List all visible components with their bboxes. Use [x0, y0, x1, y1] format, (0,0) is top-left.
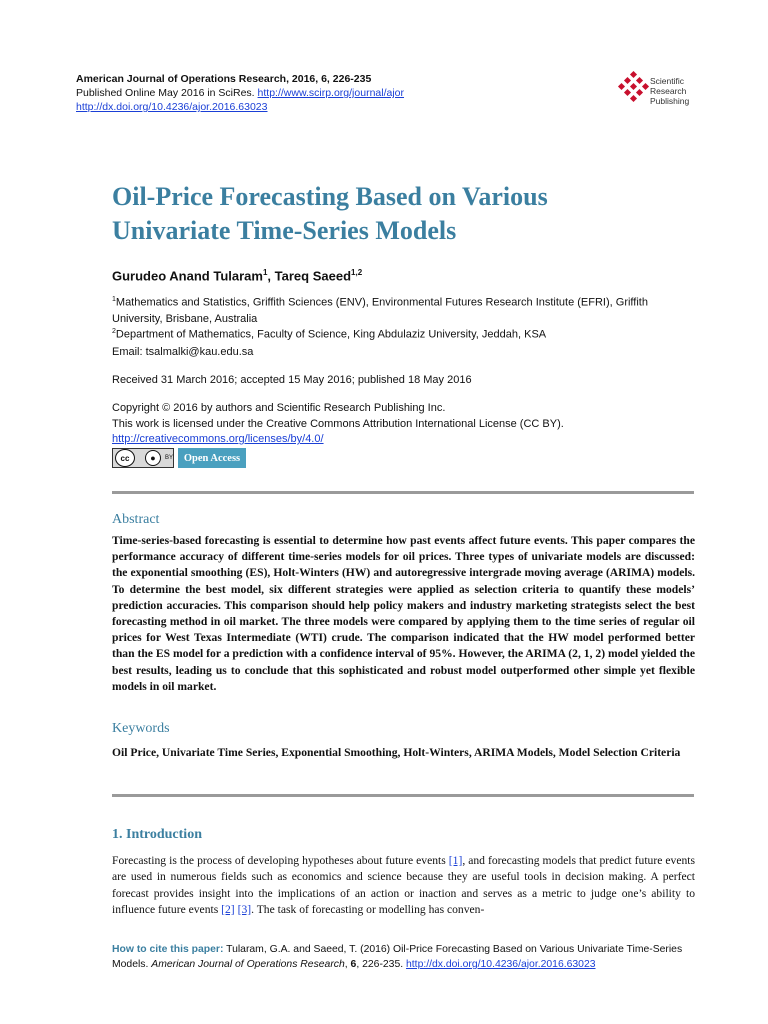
affiliation-1: $^1$Mathematics and Statistics, Griffith Sciences (ENV), Environmental Futures Research Institute (EFRI), Griffith University, Brisbane, Australia: [112, 296, 648, 325]
license-line: This work is licensed under the Creative Commons Attribution International License (CC BY).: [112, 418, 564, 430]
doi-link[interactable]: http://dx.doi.org/10.4236/ajor.2016.63023: [76, 101, 268, 113]
by-label: BY: [165, 455, 174, 461]
divider: [112, 491, 694, 494]
cc-by-badge[interactable]: [112, 448, 174, 468]
cc-icon: cc: [115, 449, 135, 467]
email: Email: tsalmalki@kau.edu.sa: [112, 346, 254, 358]
license-url-line: [112, 431, 692, 447]
intro-paragraph: Forecasting is the process of developing hypotheses about future events [1], and forecasting models that predict future events are used in numerous fields such as economics and science because they are useful tools in decision making. A perfect forecast provides insight into the implications of an action or inaction and serves as a metric to judge one’s ability to influence future events [2] [3]. The task of forecasting or modelling has conven-: [112, 854, 696, 916]
copyright-line: Copyright © 2016 by authors and Scientific Research Publishing Inc.: [112, 402, 446, 414]
abstract-heading: Abstract: [112, 512, 160, 527]
paper-title: Oil-Price Forecasting Based on Various Univariate Time-Series Models: [112, 182, 548, 245]
cite-doi-link[interactable]: http://dx.doi.org/10.4236/ajor.2016.63023: [406, 959, 596, 970]
abstract-text: Time-series-based forecasting is essential to determine how past events affect future events. This paper compares the performance accuracy of different time-series models for oil prices. Three types of univariate models are discussed: the exponential smoothing (ES), Holt-Winters (HW) and autoregressive intergrade moving average (ARIMA) models. To determine the best model, six different strategies were applied as selection criteria to quantify these models’ prediction accuracies. This comparison should help policy makers and industry marketing strategists select the best forecasting method in oil market. The three models were compared by applying them to the time series of regular oil prices for West Texas Intermediate (WTI) crude. The comparison indicated that the HW model performed better than the ES model for a prediction with a confidence interval of 95%. However, the ARIMA (2, 1, 2) model yielded the best results, leading us to conclude that this sophisticated and robust model outperformed other simple yet flexible models in oil market.: [112, 534, 695, 693]
logo-text: Scientific Research Publishing: [650, 76, 690, 106]
divider: [112, 794, 694, 797]
intro-heading: 1. Introduction: [112, 827, 202, 842]
affiliation-2: $^2$Department of Mathematics, Faculty of Science, King Abdulaziz University, Jeddah, KSA: [112, 328, 547, 341]
citation: How to cite this paper: Tularam, G.A. and Saeed, T. (2016) Oil-Price Forecasting Based on Various Univariate Time-Series Models. American Journal of Operations Research, 6, 226-235. http://dx.doi.org/10.4236/ajor.2016.63023: [112, 944, 683, 970]
authors: Gurudeo Anand Tularam$^1$, Tareq Saeed$^{1,2}$: [112, 268, 363, 284]
person-icon: ●: [145, 450, 161, 466]
license-link[interactable]: http://creativecommons.org/licenses/by/4.0/: [112, 433, 324, 445]
open-access-badge[interactable]: Open Access: [178, 448, 246, 468]
keywords-text: Oil Price, Univariate Time Series, Exponential Smoothing, Holt-Winters, ARIMA Models, Model Selection Criteria: [112, 746, 681, 759]
published-line: Published Online May 2016 in SciRes. http://www.scirp.org/journal/ajor: [76, 87, 405, 99]
ref-link-3[interactable]: [3]: [237, 902, 252, 916]
journal-url-link[interactable]: http://www.scirp.org/journal/ajor: [257, 87, 405, 99]
doi-line: [76, 100, 268, 114]
ref-link-1[interactable]: [1]: [448, 854, 463, 867]
dates: Received 31 March 2016; accepted 15 May 2016; published 18 May 2016: [112, 374, 472, 386]
ref-link-2[interactable]: [2]: [221, 902, 235, 916]
journal-line: American Journal of Operations Research, 2016, 6, 226-235: [76, 73, 372, 85]
keywords-heading: Keywords: [112, 721, 170, 736]
